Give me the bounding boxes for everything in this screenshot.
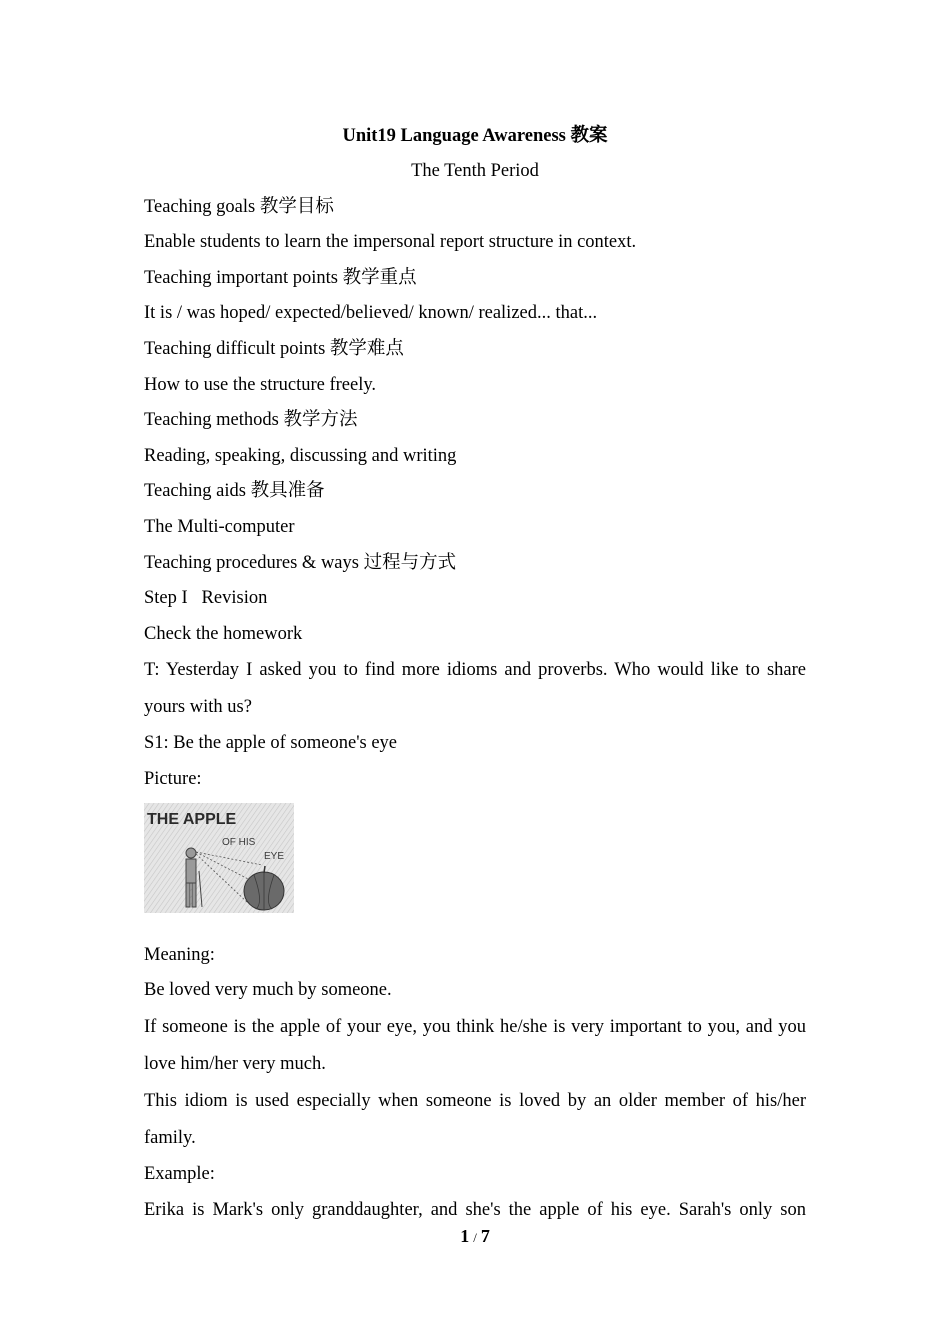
step-heading: Step I Revision bbox=[144, 588, 268, 609]
page-separator: / bbox=[473, 1230, 477, 1245]
usage-note: This idiom is used especially when someone is loved by an older member of his/her family. bbox=[144, 1090, 806, 1148]
document-title: Unit19 Language Awareness 教案 bbox=[342, 126, 608, 146]
paragraph: The Multi-computer bbox=[144, 516, 295, 537]
heading-teaching-goals: Teaching goals 教学目标 bbox=[144, 196, 334, 217]
paragraph: It is / was hoped/ expected/believed/ known/ realized... that... bbox=[144, 303, 598, 324]
illustration-title-line1: THE APPLE bbox=[147, 810, 237, 828]
heading-teaching-aids: Teaching aids 教具准备 bbox=[144, 481, 325, 502]
picture-label: Picture: bbox=[144, 768, 202, 789]
meaning-long: If someone is the apple of your eye, you think he/she is very important to you, and you love him/her very much. bbox=[144, 1016, 806, 1074]
paragraph: Check the homework bbox=[144, 623, 303, 644]
paragraph: How to use the structure freely. bbox=[144, 374, 377, 395]
teacher-question: T: Yesterday I asked you to find more idioms and proverbs. Who would like to share yours with us? bbox=[144, 660, 806, 718]
meaning-label: Meaning: bbox=[144, 944, 215, 965]
illustration-title-line2: OF HIS bbox=[222, 836, 256, 848]
heading-important-points: Teaching important points 教学重点 bbox=[144, 267, 417, 288]
page-number bbox=[0, 1226, 950, 1247]
paragraph: Reading, speaking, discussing and writing bbox=[144, 445, 457, 466]
total-pages: 7 bbox=[480, 1226, 490, 1246]
heading-teaching-methods: Teaching methods 教学方法 bbox=[144, 410, 358, 431]
apple-of-his-eye-illustration bbox=[144, 803, 294, 913]
student-answer: S1: Be the apple of someone's eye bbox=[144, 733, 398, 754]
meaning-short: Be loved very much by someone. bbox=[144, 980, 392, 1001]
illustration-title-line3: EYE bbox=[264, 850, 285, 862]
example-text: Erika is Mark's only granddaughter, and she's the apple of his eye. Sarah's only son bbox=[144, 1200, 806, 1221]
heading-teaching-procedures: Teaching procedures & ways 过程与方式 bbox=[144, 552, 457, 573]
paragraph: Enable students to learn the impersonal report structure in context. bbox=[144, 232, 637, 253]
current-page: 1 bbox=[460, 1226, 470, 1246]
document-body bbox=[144, 118, 806, 1229]
example-label: Example: bbox=[144, 1163, 215, 1184]
heading-difficult-points: Teaching difficult points 教学难点 bbox=[144, 338, 404, 359]
document-subtitle: The Tenth Period bbox=[411, 161, 539, 181]
